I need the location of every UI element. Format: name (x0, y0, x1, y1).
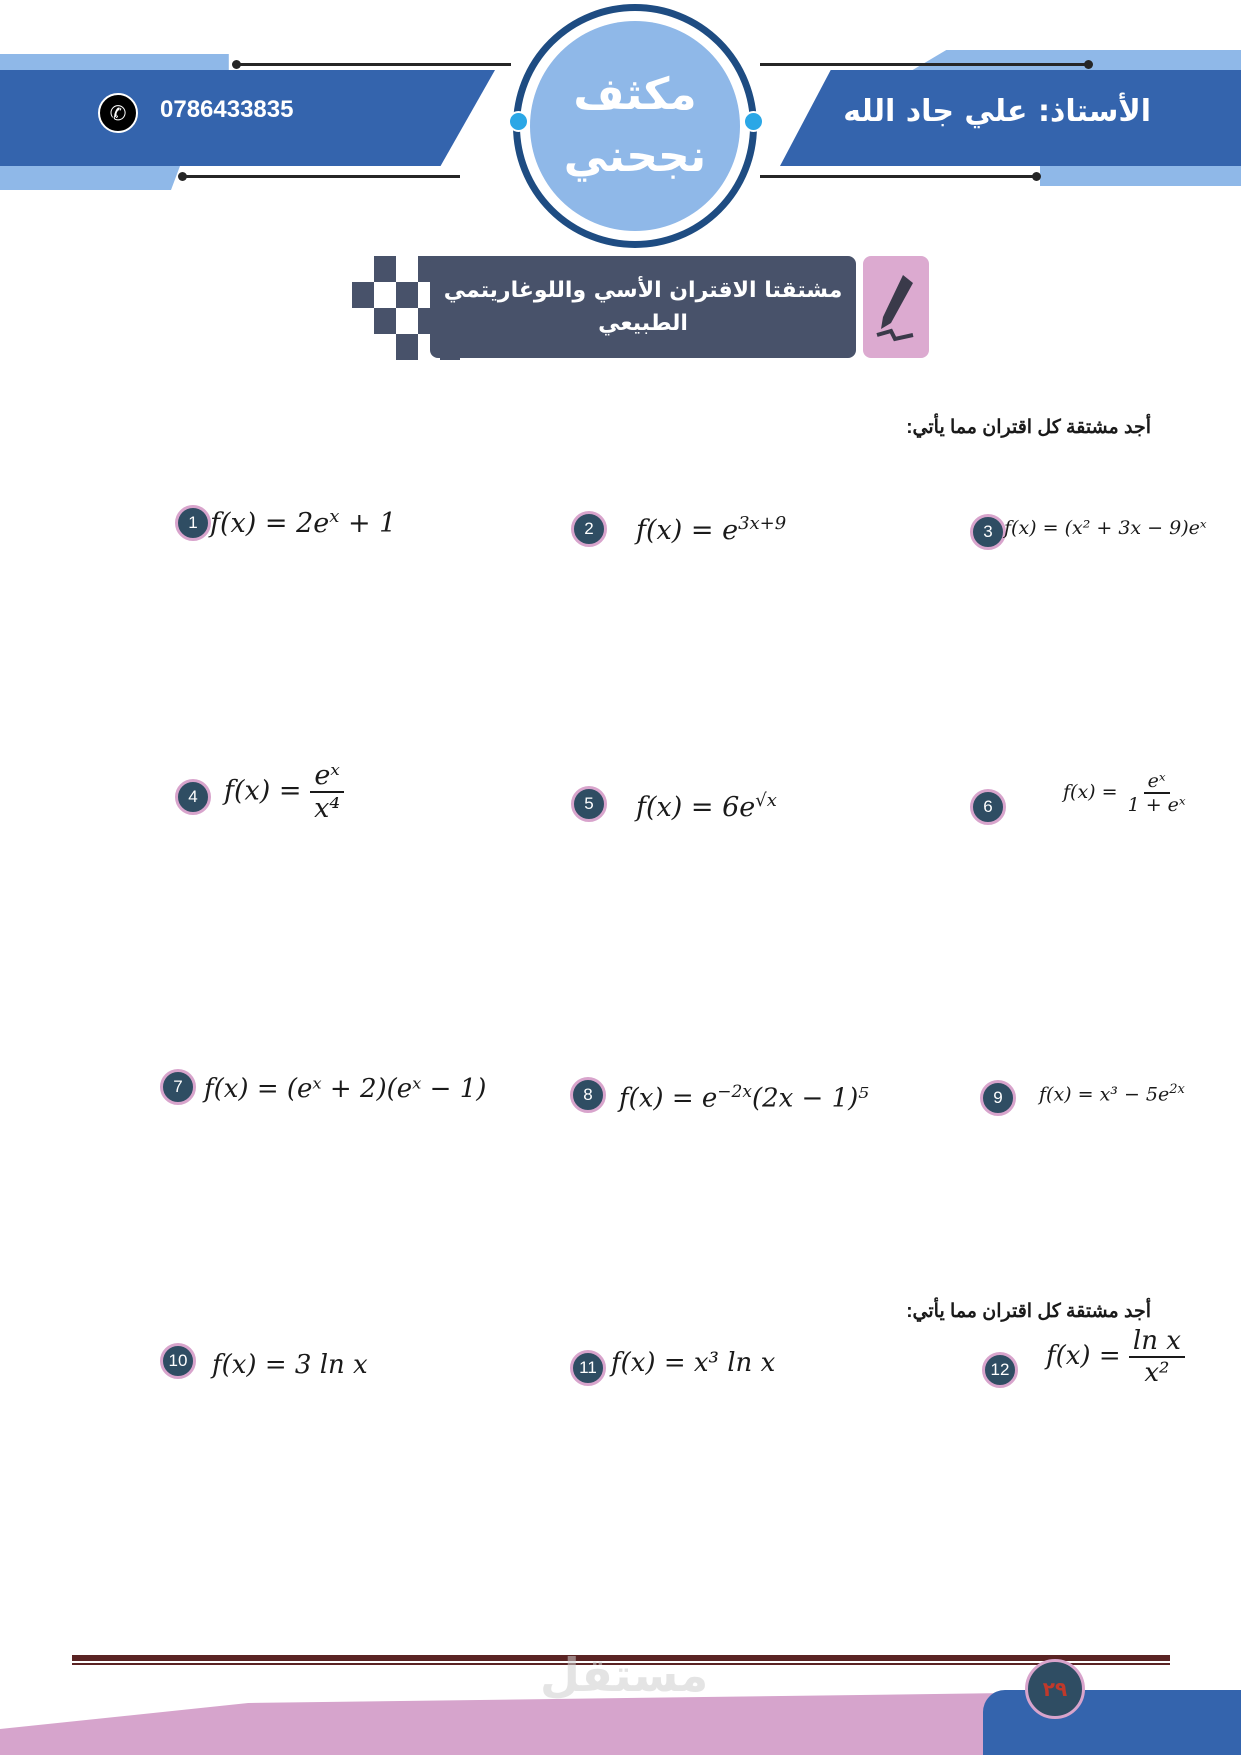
section-title-line-1: مشتقتا الاقتران الأسي واللوغاريتمي (443, 278, 843, 303)
expr-sup: 3x+9 (738, 513, 787, 534)
problem-number: 2 (571, 511, 607, 547)
logo-line-2: نجحني (563, 131, 707, 182)
expr-sup: −2x (717, 1082, 752, 1102)
expr-part: f(x) = 6e (636, 792, 756, 823)
problem-number: 3 (970, 514, 1006, 550)
problem-number: 12 (982, 1352, 1018, 1388)
strip-dot (232, 60, 241, 69)
problem-4-expression (224, 760, 344, 824)
header-light-band-right (820, 50, 1241, 70)
expr-part: f(x) = e (619, 1083, 718, 1114)
problem-10-expression: f(x) = 3 ln x (212, 1350, 368, 1380)
problem-number: 9 (980, 1080, 1016, 1116)
header-light-band-bottom-right (1040, 166, 1241, 186)
expr-part: f(x) = x³ − 5e (1039, 1083, 1170, 1106)
strip-dot (1084, 60, 1093, 69)
expr-part: + 1 (339, 508, 397, 539)
logo-badge (530, 21, 740, 231)
section-title (430, 256, 856, 358)
fraction-numerator: eˣ (1144, 770, 1170, 794)
watermark-logo: مستقل (540, 1648, 709, 1702)
problem-number: 7 (160, 1069, 196, 1105)
header-light-band-bottom (0, 166, 180, 190)
problem-12-expression (1046, 1326, 1185, 1388)
logo-dot-left (508, 111, 529, 132)
footer-blue-band (983, 1690, 1241, 1755)
phone-icon: ✆ (98, 93, 138, 133)
logo-dot-right (743, 111, 764, 132)
problem-3-expression: f(x) = (x² + 3x − 9)eˣ (1004, 517, 1207, 539)
instruction-1: أجد مشتقة كل اقتران مما يأتي: (906, 417, 1151, 438)
pencil-icon (873, 267, 919, 347)
header-strip (236, 63, 511, 66)
section-title-line-2: الطبيعي (598, 311, 688, 336)
expr-part: f(x) = e (636, 515, 739, 546)
expr-sup: 2x (1169, 1082, 1185, 1097)
problem-1-expression (210, 506, 396, 539)
expr-fraction (1124, 770, 1190, 816)
strip-dot (178, 172, 187, 181)
problem-number: 11 (570, 1350, 606, 1386)
problem-8-expression (619, 1082, 869, 1114)
pencil-badge (863, 256, 929, 358)
phone-number: 0786433835 (160, 96, 294, 123)
fraction-numerator: ln x (1129, 1326, 1185, 1358)
header-strip (760, 63, 1090, 66)
problem-6-expression (1063, 770, 1190, 816)
problem-number: 8 (570, 1077, 606, 1113)
header-strip (180, 175, 460, 178)
problem-number: 4 (175, 779, 211, 815)
expr-part: f(x) = 2e (210, 508, 330, 539)
expr-part: f(x) = (1046, 1341, 1129, 1371)
problem-2-expression (636, 513, 786, 546)
problem-number: 1 (175, 505, 211, 541)
expr-sup: x (329, 506, 340, 527)
problem-11-expression: f(x) = x³ ln x (611, 1348, 776, 1378)
fraction-denominator: x² (1144, 1358, 1170, 1388)
expr-part: f(x) = (224, 775, 311, 807)
expr-fraction (310, 760, 344, 824)
problem-7-expression: f(x) = (eˣ + 2)(eˣ − 1) (204, 1074, 487, 1104)
expr-sup: √x (755, 790, 777, 811)
page-number: ٢٩ (1025, 1659, 1085, 1719)
expr-part: (2x − 1)⁵ (751, 1083, 869, 1114)
teacher-name: الأستاذ: علي جاد الله (843, 94, 1151, 129)
fraction-denominator: x⁴ (314, 793, 341, 824)
fraction-numerator: eˣ (310, 760, 344, 793)
problem-number: 6 (970, 789, 1006, 825)
instruction-2: أجد مشتقة كل اقتران مما يأتي: (906, 1301, 1151, 1322)
problem-number: 5 (571, 786, 607, 822)
header-strip (760, 175, 1040, 178)
strip-dot (1032, 172, 1041, 181)
expr-fraction (1129, 1326, 1185, 1388)
logo-line-1: مكثف (573, 69, 697, 120)
problem-9-expression (1039, 1082, 1185, 1105)
expr-part: f(x) = (1063, 781, 1124, 803)
problem-5-expression (636, 790, 777, 823)
problem-number: 10 (160, 1343, 196, 1379)
fraction-denominator: 1 + eˣ (1127, 794, 1186, 816)
